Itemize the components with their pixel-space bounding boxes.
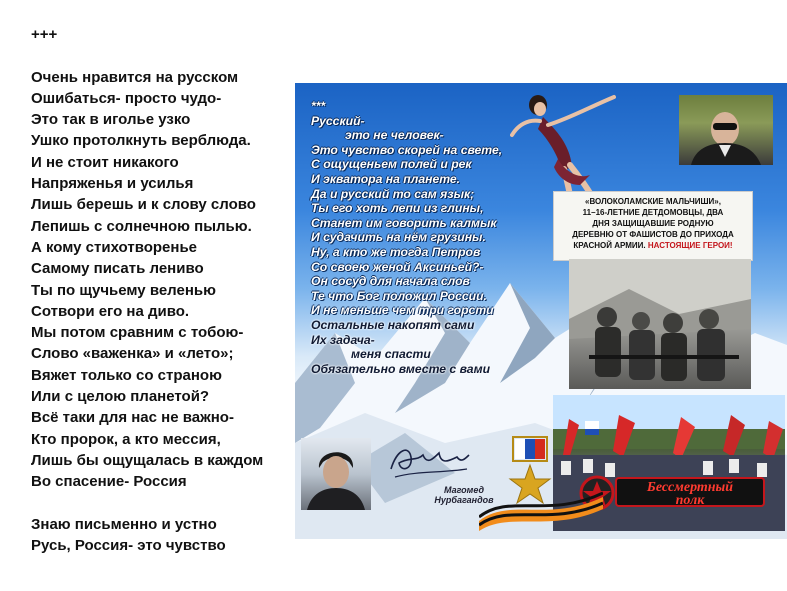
poem-line: Или с целою планетой? — [31, 388, 210, 406]
poem-line: Ну, а кто же тогда Петров — [311, 244, 481, 259]
poem-line: Во спасение- Россия — [31, 473, 187, 491]
poem-line: Он сосуд для начала слов — [311, 274, 470, 289]
poem-line: Ошибаться- просто чудо- — [31, 89, 222, 107]
poem-line: меня спасти — [351, 347, 431, 362]
card-line-last — [554, 240, 752, 251]
boys-photo — [569, 259, 751, 389]
poem-line: Лишь берешь и к слову слово — [31, 196, 256, 214]
poem-line: *** — [311, 99, 326, 113]
portrait-photo — [679, 95, 773, 165]
poem-line: Мы потом сравним с тобою- — [31, 324, 244, 342]
poem-line: Те что Бог положил России. — [311, 288, 487, 303]
poem-line: Это так в иголье узко — [31, 111, 191, 129]
boys-image — [569, 259, 751, 389]
poem-line: Станет им говорить калмык — [311, 215, 497, 230]
banner-line: полк — [675, 493, 705, 508]
poem-line: Лепишь с солнечною пылью. — [31, 217, 252, 235]
poem-line: Да и русский то сам язык; — [311, 186, 475, 201]
poster-collage — [295, 83, 787, 539]
collage-poem — [311, 99, 541, 376]
poem-line: Лишь бы ощущалась в каждом — [31, 451, 264, 469]
card-line: 11–16-ЛЕТНИЕ ДЕТДОМОВЦЫ, ДВА — [582, 208, 724, 217]
author-signature — [387, 439, 471, 483]
poem-line: А кому стихотворенье — [31, 238, 198, 256]
poem-line: Это чувство скорей на свете, — [311, 142, 503, 157]
card-line: ДЕРЕВНЮ ОТ ФАШИСТОВ ДО ПРИХОДА — [572, 230, 734, 239]
stanza-gap — [31, 45, 301, 66]
card-line: «ВОЛОКОЛАМСКИЕ МАЛЬЧИШИ», — [585, 197, 721, 206]
card-line: ДНЯ ЗАЩИЩАВШИЕ РОДНУЮ — [592, 219, 714, 228]
poem-line: Вяжет только со страною — [31, 366, 222, 384]
poem-line: С ощущеньем полей и рек — [311, 157, 472, 172]
poem-line: Ты его хоть лепи из глины, — [311, 201, 484, 216]
banner-line: Бессмертный — [646, 480, 734, 495]
poem-line: И не стоит никакого — [31, 153, 179, 171]
poem-line: Со своею женой Аксиньей?- — [311, 259, 484, 274]
poem-line: +++ — [31, 26, 58, 43]
poem-line: Русь, Россия- это чувство — [31, 537, 226, 555]
poem-line: И не меньше чем три горсти — [311, 303, 494, 318]
poem-line: Самому писать лениво — [31, 260, 204, 278]
poem-line: Знаю письменно и устно — [31, 515, 217, 533]
card-highlight: НАСТОЯЩИЕ ГЕРОИ! — [647, 241, 733, 250]
poem-line: Обязательно вместе с вами — [311, 361, 491, 376]
poem-line: Ушко протолкнуть верблюда. — [31, 132, 251, 150]
poem-line: И экватора на планете. — [311, 171, 461, 186]
poem-line: это не человек- — [345, 128, 444, 143]
poem-line: Остальные накопят сами — [311, 317, 475, 332]
poem-line: Напряженья и усилья — [31, 175, 194, 193]
poem-line: И судачить на нём грузины. — [311, 230, 486, 245]
poem-line: Всё таки для нас не важно- — [31, 409, 234, 427]
poem-line: Русский- — [311, 113, 365, 128]
card-line: КРАСНОЙ АРМИИ. — [573, 241, 646, 250]
left-poem — [31, 24, 301, 556]
author-first-name: Магомед — [443, 485, 485, 495]
gold-star-medal-with-ribbon — [479, 433, 603, 533]
stanza-gap — [31, 493, 301, 514]
poem-line: Слово «важенка» и «лето»; — [31, 345, 234, 363]
portrait-image — [679, 95, 773, 165]
poem-line: Их задача- — [311, 332, 375, 347]
heroes-caption-card — [553, 191, 753, 261]
poem-line: Ты по щучьему веленью — [31, 281, 216, 299]
immortal-regiment-banner — [615, 477, 765, 507]
young-man-image — [301, 438, 371, 510]
poem-line: Сотвори его на диво. — [31, 302, 190, 320]
author-last-name: Нурбагандов — [434, 495, 494, 505]
poem-line: Кто пророк, а кто мессия, — [31, 430, 221, 448]
young-man-photo — [301, 438, 371, 510]
poem-line: Очень нравится на русском — [31, 68, 239, 86]
